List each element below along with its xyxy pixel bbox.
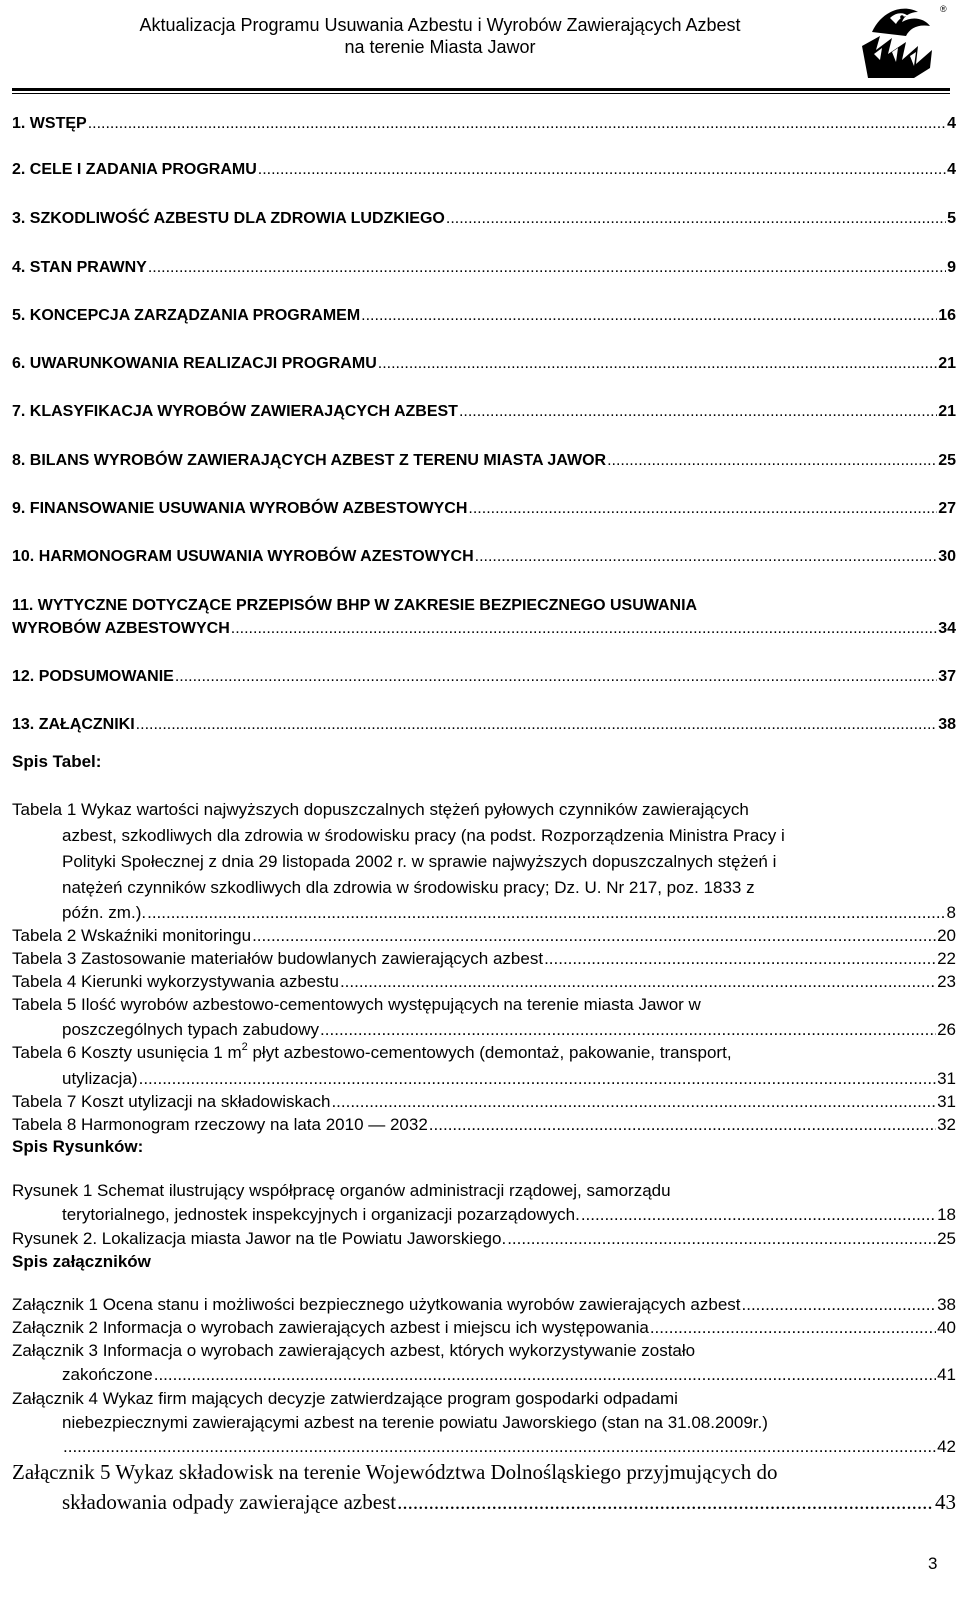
header-rule [12,88,950,91]
toc-page: 21 [938,355,956,372]
table-entry[interactable]: późn. zm.). ..... 8 [62,902,956,923]
annex-entry-line[interactable]: Załącznik 4 Wykaz firm mających decyzje zatwierdzające program gospodarki odpadami [12,1389,678,1408]
tables-heading: Spis Tabel: [12,752,102,771]
toc-page: 5 [947,210,956,227]
annex-entry[interactable]: zakończone ..... 41 [62,1364,956,1385]
figure-entry-line[interactable]: Rysunek 1 Schemat ilustrujący współpracę organów administracji rządowej, samorządu [12,1181,671,1200]
toc-page: 4 [947,161,956,178]
document-title-line2: na terenie Miasta Jawor [344,37,536,57]
annex-page: 40 [937,1318,956,1337]
table-entry-line[interactable]: azbest, szkodliwych dla zdrowia w środowisku pracy (na podst. Rozporządzenia Ministra Pracy i [62,826,785,845]
annex-entry[interactable]: składowania odpady zawierające azbest ..... 43 [62,1490,956,1515]
toc-entry[interactable]: 3. SZKODLIWOŚĆ AZBESTU DLA ZDROWIA LUDZKIEGO ..... 5 [12,209,956,229]
annex-entry-line[interactable]: Załącznik 5 Wykaz składowisk na terenie Województwa Dolnośląskiego przyjmujących do [12,1460,778,1484]
table-entry-line[interactable]: natężeń czynników szkodliwych dla zdrowia w środowisku pracy; Dz. U. Nr 217, poz. 1833 z [62,878,755,897]
table-entry-line[interactable]: Tabela 5 Ilość wyrobów azbestowo-cementowych występujących na terenie miasta Jawor w [12,995,701,1014]
toc-page: 38 [938,716,956,733]
toc-entry[interactable]: 4. STAN PRAWNY ..... 9 [12,258,956,278]
table-entry-line[interactable]: Polityki Społecznej z dnia 29 listopada 2002 r. w sprawie najwyższych dopuszczalnych stężeń i [62,852,777,871]
annex-page: 38 [937,1295,956,1314]
table-page: 23 [937,972,956,991]
figure-page: 25 [937,1229,956,1248]
toc-entry-line[interactable]: 11. WYTYCZNE DOTYCZĄCE PRZEPISÓW BHP W ZAKRESIE BEZPIECZNEGO USUWANIA [12,597,698,614]
table-entry[interactable]: Tabela 7 Koszt utylizacji na składowiskach ..... 31 [12,1091,956,1112]
annex-page: 43 [935,1490,956,1514]
annex-entry[interactable] [62,1436,956,1457]
registered-mark: ® [940,4,947,14]
toc-page: 30 [938,548,956,565]
table-entry[interactable]: Tabela 4 Kierunki wykorzystywania azbestu ..... 23 [12,971,956,992]
table-entry[interactable]: utylizacja) ..... 31 [62,1068,956,1089]
page-number: 3 [928,1554,938,1573]
figures-heading: Spis Rysunków: [12,1137,144,1156]
table-page: 32 [937,1115,956,1134]
annex-entry-line[interactable]: niebezpiecznymi zawierającymi azbest na terenie powiatu Jaworskiego (stan na 31.08.2009r.) [62,1413,768,1432]
table-entry[interactable]: Tabela 3 Zastosowanie materiałów budowlanych zawierających azbest ..... 22 [12,948,956,969]
annex-page: 42 [937,1437,956,1456]
toc-page: 9 [947,259,956,276]
toc-page: 37 [938,668,956,685]
toc-page: 4 [947,115,956,132]
toc-page: 21 [938,403,956,420]
toc-entry[interactable]: 1. WSTĘP ..... 4 [12,114,956,134]
eagle-logo-icon [852,2,948,80]
document-title [60,14,820,58]
annex-entry[interactable]: Załącznik 1 Ocena stanu i możliwości bezpiecznego użytkowania wyrobów zawierających azbest ..... 38 [12,1294,956,1315]
table-entry[interactable]: Tabela 2 Wskaźniki monitoringu ..... 20 [12,925,956,946]
toc-entry[interactable]: 7. KLASYFIKACJA WYROBÓW ZAWIERAJĄCYCH AZBEST ..... 21 [12,402,956,422]
table-page: 26 [937,1020,956,1039]
toc-page: 27 [938,500,956,517]
toc-entry[interactable]: 6. UWARUNKOWANIA REALIZACJI PROGRAMU ..... 21 [12,354,956,374]
toc-entry[interactable]: 13. ZAŁĄCZNIKI ..... 38 [12,715,956,735]
toc-entry[interactable]: 12. PODSUMOWANIE ..... 37 [12,667,956,687]
toc-entry[interactable]: WYROBÓW AZBESTOWYCH ..... 34 [12,619,956,639]
table-entry-line[interactable]: Tabela 6 Koszty usunięcia 1 $m^2$ płyt azbestowo-cementowych (demontaż, pakowanie, transport, [12,1041,732,1062]
table-entry[interactable]: poszczególnych typach zabudowy ..... 26 [62,1019,956,1040]
table-entry-line[interactable]: Tabela 1 Wykaz wartości najwyższych dopuszczalnych stężeń pyłowych czynników zawierających [12,800,749,819]
figure-entry[interactable]: Rysunek 2. Lokalizacja miasta Jawor na tle Powiatu Jaworskiego. ..... 25 [12,1228,956,1249]
annex-heading: Spis załączników [12,1252,151,1271]
table-page: 31 [937,1069,956,1088]
toc-entry[interactable]: 2. CELE I ZADANIA PROGRAMU ..... 4 [12,160,956,180]
toc-page: 16 [938,307,956,324]
toc-entry[interactable]: 10. HARMONOGRAM USUWANIA WYROBÓW AZESTOWYCH ..... 30 [12,547,956,567]
toc-page: 34 [938,620,956,637]
toc-entry[interactable]: 5. KONCEPCJA ZARZĄDZANIA PROGRAMEM ..... 16 [12,306,956,326]
annex-entry-line[interactable]: Załącznik 3 Informacja o wyrobach zawierających azbest, których wykorzystywanie zostało [12,1341,696,1360]
page-header [0,0,960,96]
figure-entry[interactable]: terytorialnego, jednostek inspekcyjnych i organizacji pozarządowych. ..... 18 [62,1204,956,1225]
document-title-line1: Aktualizacja Programu Usuwania Azbestu i Wyrobów Zawierających Azbest [139,15,741,35]
table-entry[interactable]: Tabela 8 Harmonogram rzeczowy na lata 2010 — 2032 ..... 32 [12,1114,956,1135]
header-rule-thin [12,93,950,94]
toc-entry[interactable]: 9. FINANSOWANIE USUWANIA WYROBÓW AZBESTOWYCH ..... 27 [12,499,956,519]
table-page: 31 [937,1092,956,1111]
table-page: 8 [946,903,956,922]
table-page: 20 [937,926,956,945]
toc-entry[interactable]: 8. BILANS WYROBÓW ZAWIERAJĄCYCH AZBEST Z TERENU MIASTA JAWOR ..... 25 [12,451,956,471]
toc-page: 25 [938,452,956,469]
annex-page: 41 [937,1365,956,1384]
table-page: 22 [937,949,956,968]
figure-page: 18 [937,1205,956,1224]
annex-entry[interactable]: Załącznik 2 Informacja o wyrobach zawierających azbest i miejscu ich występowania ..... 40 [12,1317,956,1338]
